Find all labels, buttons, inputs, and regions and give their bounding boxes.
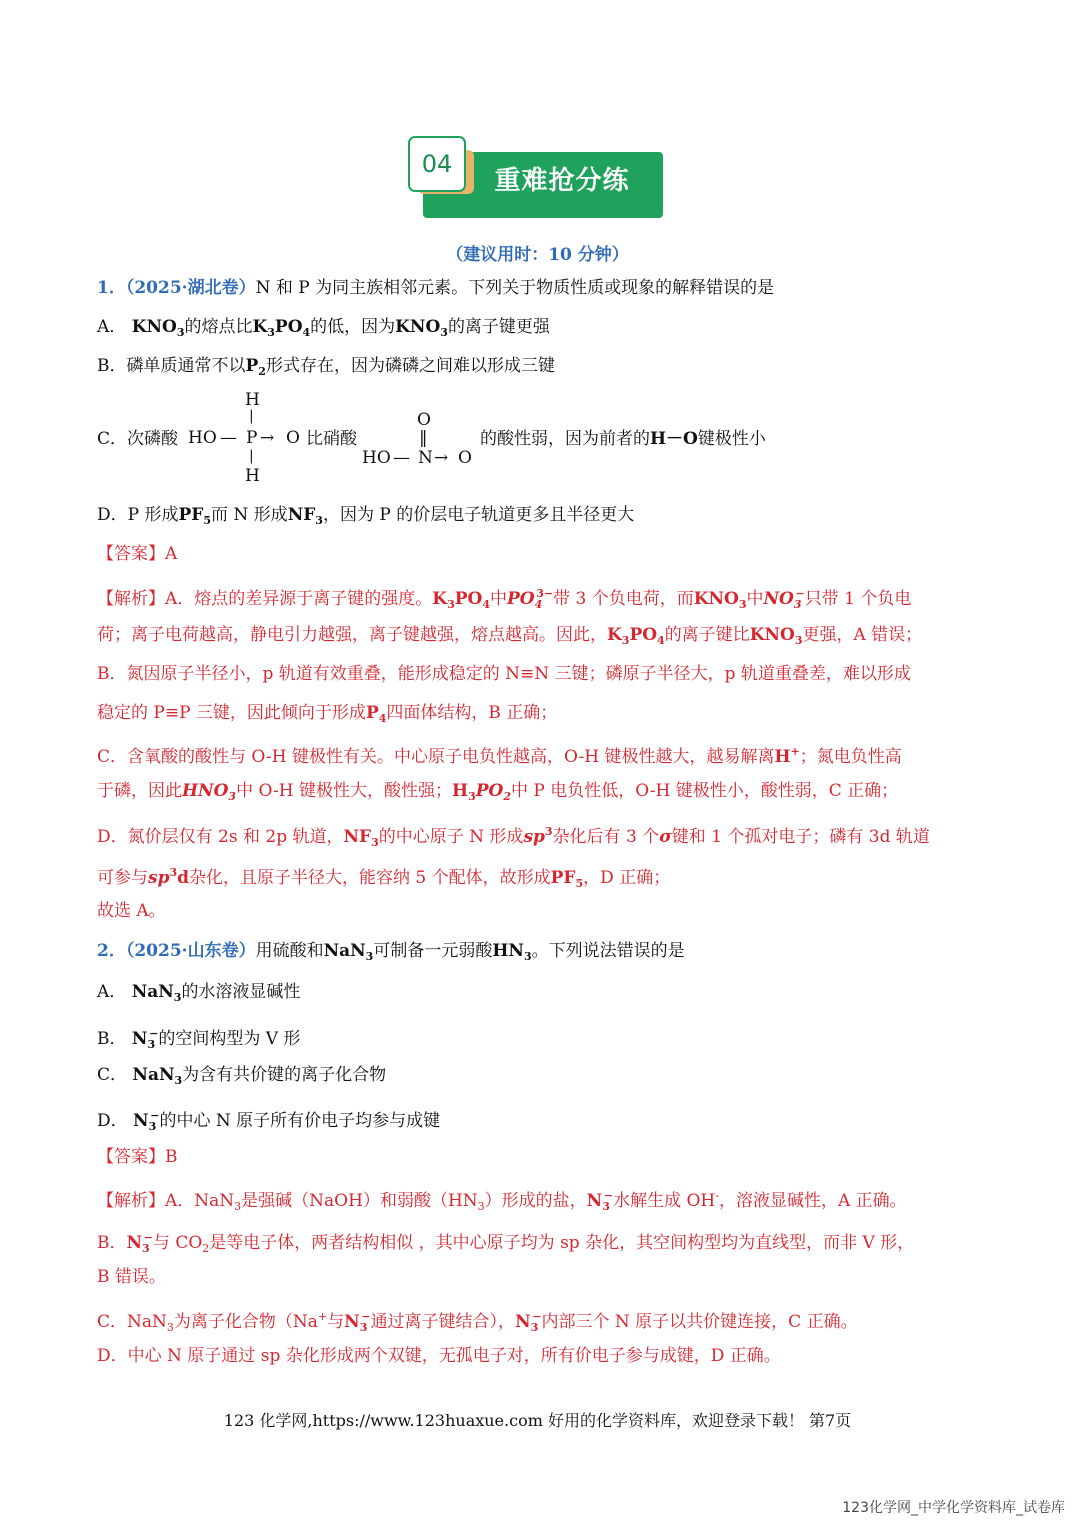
subscript: 3 [176, 326, 185, 339]
text: 四面体结构，B 正确； [386, 703, 558, 723]
q2-option-a [97, 981, 300, 1009]
text: 为离子化合物（Na [173, 1312, 318, 1332]
bond-dative-arrow: → [260, 428, 275, 448]
text: ）形成的盐， [484, 1191, 587, 1211]
text: B． [97, 1233, 127, 1253]
superscript: 3 [544, 825, 553, 838]
formula: P [245, 356, 259, 376]
subscript: 3 [468, 790, 476, 803]
text: 中 P 电负性低，O-H 键极性小，酸性弱，C 正确； [510, 781, 899, 801]
option-text: 次磷酸 [127, 429, 179, 449]
formula: NO [763, 589, 794, 609]
option-text: 的酸性弱，因为前者的 [480, 429, 650, 449]
atom-h-top: H [245, 390, 260, 410]
formula: H－O [650, 429, 698, 449]
subscript: 4 [482, 598, 490, 611]
option-text: 而 N 形成 [211, 505, 288, 525]
option-text: 的空间构型为 V 形 [158, 1029, 301, 1049]
formula: PO [506, 589, 535, 609]
subscript: 3 [793, 598, 802, 611]
subscript: 2 [202, 1242, 210, 1255]
q1-explanation-line-1 [97, 583, 911, 616]
q1-explanation-line-8 [97, 862, 670, 895]
option-label: D． [97, 505, 128, 525]
formula: PF [178, 505, 204, 525]
subscript: 4 [302, 326, 311, 339]
q2-stem [97, 940, 685, 968]
subscript: 3 [166, 1321, 174, 1334]
formula: N [126, 1233, 143, 1253]
q2-explanation-line-3: B 错误。 [97, 1267, 166, 1287]
formula: sp [523, 827, 545, 847]
q1-stem-text: N 和 P 为同主族相邻元素。下列关于物质性质或现象的解释错误的是 [255, 278, 775, 298]
section-badge [408, 136, 664, 220]
nitric-acid-structure [362, 408, 482, 478]
option-text: 的中心 N 原子所有价电子均参与成键 [159, 1111, 441, 1131]
subscript: 3 [174, 1074, 183, 1087]
formula: H [774, 747, 791, 767]
bond-vertical-bottom: | [249, 448, 254, 464]
text: 于磷，因此 [97, 781, 182, 801]
subscript: 4 [534, 598, 543, 611]
formula: PF [550, 868, 576, 888]
option-text: 键极性小 [697, 429, 766, 449]
charge: − [532, 1310, 542, 1323]
q1-explanation-line-9: 故选 A。 [97, 901, 166, 921]
option-text: 的低，因为 [310, 317, 396, 337]
atom-o: O [286, 428, 300, 448]
text: 可参与 [97, 868, 148, 888]
text: 杂化后有 3 个 [552, 827, 660, 847]
formula: K [432, 589, 448, 609]
text: 更强，A 错误； [802, 625, 923, 645]
option-label: A． [97, 982, 127, 1002]
subscript: 3 [315, 514, 323, 527]
subscript: 4 [657, 634, 665, 647]
atom-p: P [246, 428, 258, 448]
option-text: 磷单质通常不以 [126, 356, 246, 376]
q1-number: 1． [97, 278, 126, 298]
text: 【解析】A．NaN [97, 1191, 235, 1211]
formula: NaN [132, 1065, 175, 1085]
bond-single: — [393, 448, 410, 468]
subscript: 5 [575, 877, 584, 890]
formula: K [607, 625, 622, 645]
text: 与 CO [152, 1233, 203, 1253]
subscript: 3 [148, 1120, 157, 1133]
subscript: 3 [359, 1321, 368, 1334]
text: 带 3 个负电荷，而 [553, 589, 694, 609]
text: 与 [327, 1312, 345, 1332]
q1-source: （2025·湖北卷） [125, 278, 256, 298]
option-text: ，因为 P 的价层电子轨道更多且半径更大 [322, 505, 635, 525]
q2-source: （2025·山东卷） [125, 941, 256, 961]
hypophosphorous-acid-structure [188, 388, 318, 488]
atom-o: O [458, 448, 472, 468]
subscript: 3 [738, 598, 747, 611]
q2-option-d [97, 1105, 440, 1138]
page-footer: 123 化学网,https://www.123huaxue.com 好用的化学资料库，欢迎登录下载！ 第7页 [223, 1411, 852, 1430]
formula: N [515, 1312, 531, 1332]
formula: KNO [131, 317, 177, 337]
option-text: P 形成 [127, 505, 179, 525]
q1-explanation-line-5 [97, 741, 902, 768]
text: 杂化，且原子半径大，能容纳 5 个配体，故形成 [189, 868, 551, 888]
atom-h-bottom: H [245, 466, 260, 486]
subscript: 3 [142, 1242, 150, 1255]
formula: NF [343, 827, 372, 847]
subscript: 3 [523, 950, 532, 963]
option-label: C． [97, 1065, 128, 1085]
subscript: 4 [378, 712, 387, 725]
subscript: 3 [447, 598, 455, 611]
subscript: 3 [228, 790, 237, 803]
atom-ho: HO [362, 448, 391, 468]
atom-o-top: O [417, 410, 431, 430]
formula: N [586, 1191, 603, 1211]
subscript: 2 [258, 365, 266, 378]
subscript: 3 [365, 950, 374, 963]
charge: 3− [536, 587, 554, 600]
text: 稳定的 P≡P 三键，因此倾向于形成 [97, 703, 366, 723]
subscript: 3 [477, 1200, 485, 1213]
subscript: 3 [530, 1321, 539, 1334]
option-text: 形式存在，因为磷磷之间难以形成三键 [265, 356, 555, 376]
q1-explanation-line-4 [97, 702, 557, 730]
subscript: 3 [147, 1038, 156, 1051]
text: 水解生成 OH [613, 1191, 716, 1211]
formula: N [133, 1111, 149, 1131]
text: 荷；离子电荷越高，静电引力越强，离子键越强，熔点越高。因此， [97, 625, 607, 645]
text: 可制备一元弱酸 [373, 941, 493, 961]
option-label: B． [97, 356, 127, 376]
text: 的中心原子 N 形成 [378, 827, 524, 847]
option-text: 为含有共价键的离子化合物 [182, 1065, 387, 1085]
suggested-time: （建议用时：10 分钟） [446, 245, 629, 265]
formula: σ [659, 827, 672, 847]
formula: N [344, 1312, 360, 1332]
q1-explanation-line-3: B．氮因原子半径小，p 轨道有效重叠，能形成稳定的 N≡N 三键；磷原子半径大，p 轨道重叠差，难以形成 [97, 664, 911, 684]
option-text: 的水溶液显碱性 [181, 982, 301, 1002]
text: ，D 正确； [583, 868, 671, 888]
option-text: 的熔点比 [184, 317, 253, 337]
formula: PO [454, 589, 483, 609]
q1-option-c-label [97, 428, 178, 450]
text: 【解析】A．熔点的差异源于离子键的强度。 [97, 589, 433, 609]
subscript: 3 [267, 326, 275, 339]
bond-vertical-top: | [249, 408, 254, 424]
q1-explanation-line-7 [97, 821, 930, 854]
text: 中 O-H 键极性大，酸性强； [236, 781, 453, 801]
q2-explanation-line-4 [97, 1306, 858, 1339]
q1-option-a [97, 316, 550, 344]
charge: − [149, 1027, 159, 1040]
charge: + [790, 745, 800, 758]
charge: − [150, 1109, 160, 1122]
option-label: D． [97, 1111, 128, 1131]
bond-dative-arrow: → [434, 448, 449, 468]
formula: K [252, 317, 268, 337]
section-number: 04 [408, 136, 466, 192]
text: 是等电子体，两者结构相似 ，其中心原子均为 sp 杂化，其空间构型均为直线型，而非 V 形， [209, 1233, 915, 1253]
q1-option-c-tail [480, 428, 766, 450]
charge: - [715, 1189, 719, 1202]
subscript: 3 [234, 1200, 242, 1213]
charge: + [317, 1310, 328, 1323]
formula: d [177, 868, 190, 888]
q1-explanation-line-2 [97, 624, 922, 652]
text: 中 [746, 589, 764, 609]
formula: H [452, 781, 469, 801]
text: 。下列说法错误的是 [531, 941, 685, 961]
q1-option-d [97, 504, 634, 532]
subscript: 3 [440, 326, 448, 339]
formula: NaN [131, 982, 174, 1002]
text: 中 [489, 589, 507, 609]
q2-option-c [97, 1064, 386, 1092]
q2-explanation-line-2 [97, 1227, 914, 1260]
charge: − [361, 1310, 371, 1323]
q1-answer: 【答案】A [97, 544, 178, 564]
bond-double: ‖ [419, 428, 428, 448]
option-label: C． [97, 429, 128, 449]
formula: PO [475, 781, 504, 801]
formula: HN [492, 941, 524, 961]
text: 的离子键比 [664, 625, 750, 645]
formula: NF [287, 505, 316, 525]
subscript: 3 [794, 634, 803, 647]
text: 内部三个 N 原子以共价键连接，C 正确。 [541, 1312, 858, 1332]
formula: N [131, 1029, 148, 1049]
text: 键和 1 个孤对电子；磷有 3d 轨道 [671, 827, 930, 847]
q2-explanation-line-5: D．中心 N 原子通过 sp 杂化形成两个双键，无孤电子对，所有价电子参与成键，D 正确。 [97, 1346, 781, 1366]
subscript: 3 [173, 991, 182, 1004]
text: 用硫酸和 [255, 941, 324, 961]
option-label: B． [97, 1029, 127, 1049]
q2-explanation-line-1 [97, 1185, 907, 1218]
atom-ho: HO [188, 428, 217, 448]
formula: PO [629, 625, 658, 645]
bond-single: — [220, 428, 237, 448]
q1-option-c-mid: 比硝酸 [306, 429, 357, 449]
formula: PO [274, 317, 303, 337]
section-title: 重难抢分练 [494, 165, 630, 196]
text: ，溶液显碱性，A 正确。 [718, 1191, 907, 1211]
charge: − [143, 1231, 153, 1244]
q1-stem [97, 277, 774, 299]
formula: sp [148, 868, 170, 888]
formula: KNO [693, 589, 739, 609]
q1-option-b [97, 355, 555, 383]
text: 通过离子键结合）， [370, 1312, 516, 1332]
superscript: 3 [169, 866, 178, 879]
formula: P [365, 703, 379, 723]
text: C．含氧酸的酸性与 O-H 键极性有关。中心原子电负性越高，O-H 键极性越大，越易解离 [97, 747, 775, 767]
charge: − [603, 1189, 614, 1202]
q2-option-b [97, 1023, 300, 1056]
q2-number: 2． [97, 941, 126, 961]
charge: − [795, 587, 805, 600]
option-text: 的离子键更强 [447, 317, 550, 337]
formula: KNO [395, 317, 441, 337]
q2-answer: 【答案】B [97, 1147, 178, 1167]
subscript: 2 [503, 790, 511, 803]
formula: KNO [749, 625, 795, 645]
text: D．氮价层仅有 2s 和 2p 轨道， [97, 827, 344, 847]
text: C．NaN [97, 1312, 167, 1332]
formula: HNO [182, 781, 229, 801]
option-label: A． [97, 317, 127, 337]
subscript: 3 [621, 634, 630, 647]
q1-explanation-line-6 [97, 780, 898, 808]
subscript: 3 [371, 836, 379, 849]
subscript: 5 [203, 514, 211, 527]
watermark: 123化学网_中学化学资料库_试卷库 [842, 1500, 1065, 1516]
subscript: 3 [602, 1200, 610, 1213]
formula: NaN [323, 941, 366, 961]
atom-n: N [418, 448, 433, 468]
text: 只带 1 个负电 [804, 589, 912, 609]
text: 是强碱（NaOH）和弱酸（HN [241, 1191, 478, 1211]
text: ；氮电负性高 [799, 747, 902, 767]
